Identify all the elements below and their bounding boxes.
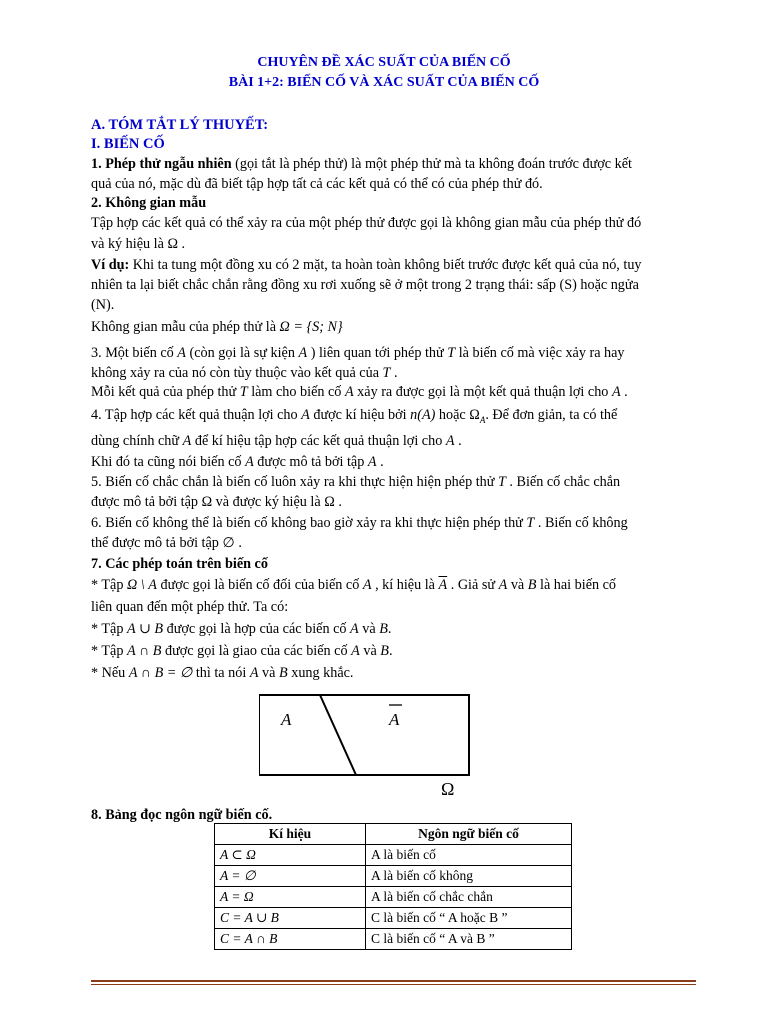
text: (còn gọi là sự kiện xyxy=(185,345,299,361)
paragraph-5-line-1 xyxy=(91,472,620,492)
math-t: T xyxy=(382,365,391,381)
diagram-label-a: A xyxy=(281,710,292,729)
text: được gọi là hợp của các biến cố xyxy=(163,621,351,637)
paragraph-1-line-2: quả của nó, mặc dù đã biết tập hợp tất cả các kết quả có thể có của phép thử đó. xyxy=(91,176,543,192)
text: . xyxy=(454,433,462,449)
math-a: A xyxy=(351,643,360,659)
paragraph-7-line-1 xyxy=(91,575,616,595)
document-title: CHUYÊN ĐỀ XÁC SUẤT CỦA BIẾN CỐ xyxy=(257,55,511,70)
heading-sample-space: 2. Không gian mẫu xyxy=(91,195,207,211)
sample-space-rectangle xyxy=(259,695,469,775)
text: * Tập xyxy=(91,643,127,659)
paragraph-3-line-3 xyxy=(91,382,628,402)
math-intersection: A ∩ B xyxy=(127,643,162,659)
heading-event-operations: 7. Các phép toán trên biến cố xyxy=(91,556,268,572)
paragraph-4-line-3 xyxy=(91,452,384,472)
paragraph-4-line-1 xyxy=(91,405,617,430)
table-cell-symbol: C = A ∩ B xyxy=(215,929,366,950)
text: * Tập xyxy=(91,577,127,593)
math-sample-space: Ω = {S; N} xyxy=(279,319,343,335)
table-row xyxy=(215,908,572,929)
math-a: A xyxy=(350,621,359,637)
text: . Biến cố chắc chắn xyxy=(505,474,621,490)
text: 5. Biến cố chắc chắn là biến cố luôn xảy ra khi thực hiện hiện phép thử xyxy=(91,474,498,490)
text: . xyxy=(177,236,186,252)
text: . Giả sử xyxy=(447,577,499,593)
paragraph-3-line-2 xyxy=(91,363,398,383)
diagram-label-omega: Ω xyxy=(441,779,455,799)
table-cell-meaning: A là biến cố chắc chắn xyxy=(366,887,572,908)
header-meaning: Ngôn ngữ biến cố xyxy=(366,824,572,845)
text: 6. Biến cố không thể là biến cố không bao giờ xảy ra khi thực hiện phép thử xyxy=(91,515,527,531)
text: 3. Một biến cố xyxy=(91,345,178,361)
paragraph-6-line-2 xyxy=(91,533,242,553)
math-t: T xyxy=(447,345,456,361)
text: làm cho biến cố xyxy=(247,384,345,400)
text: là hai biến cố xyxy=(536,577,617,593)
text: . xyxy=(334,494,342,510)
paragraph-2-line-1: Tập hợp các kết quả có thể xảy ra của một phép thử được gọi là không gian mẫu của phép thử đó xyxy=(91,215,642,231)
math-a: A xyxy=(362,577,372,593)
math-a: A xyxy=(445,433,455,449)
text: . xyxy=(390,365,398,381)
term-random-trial: 1. Phép thử ngẫu nhiên xyxy=(91,156,232,172)
text: ) liên quan tới phép thử xyxy=(307,345,448,361)
math-empty-set: ∅ xyxy=(222,535,235,551)
text: được gọi là biến cố đối của biến cố xyxy=(156,577,363,593)
text: . xyxy=(620,384,628,400)
text: và xyxy=(358,621,380,637)
text: . xyxy=(376,454,384,470)
text: được mô tả bởi tập xyxy=(253,454,368,470)
text: hoặc xyxy=(435,407,470,423)
paragraph-3-line-1 xyxy=(91,343,625,363)
math-disjoint: A ∩ B = ∅ xyxy=(128,665,193,681)
math-a: A xyxy=(245,454,254,470)
math-a: A xyxy=(344,384,354,400)
text: và xyxy=(359,643,381,659)
math-omega: Ω xyxy=(469,407,480,423)
math-subscript-a: A xyxy=(479,414,486,425)
math-a: A xyxy=(182,433,192,449)
diagram-label-a-bar: A xyxy=(389,710,400,729)
footer-divider-thick xyxy=(91,980,696,982)
text: Không gian mẫu của phép thử là xyxy=(91,319,280,335)
partition-line xyxy=(320,695,356,775)
text: * Nếu xyxy=(91,665,129,681)
example-line-4 xyxy=(91,317,343,337)
math-a: A xyxy=(367,454,377,470)
paragraph-7-intersection xyxy=(91,641,393,661)
text: được gọi là giao của các biến cố xyxy=(161,643,352,659)
text: . xyxy=(234,535,242,551)
text: được mô tả bởi tập xyxy=(91,494,202,510)
math-b: B xyxy=(379,621,388,637)
paragraph-2-line-2 xyxy=(91,234,185,254)
paragraph-1-line-1 xyxy=(91,154,632,174)
math-n-of-a: n(A) xyxy=(410,407,436,423)
text: và xyxy=(258,665,279,681)
table-row xyxy=(215,929,572,950)
math-a: A xyxy=(249,665,259,681)
paragraph-4-line-2 xyxy=(91,431,462,451)
text: , kí hiệu là xyxy=(371,577,439,593)
table-cell-meaning: A là biến cố xyxy=(366,845,572,866)
math-a: A xyxy=(498,577,508,593)
table-cell-meaning: A là biến cố không xyxy=(366,866,572,887)
text: thì ta nói xyxy=(192,665,250,681)
math-omega: Ω xyxy=(167,236,178,252)
paragraph-7-union xyxy=(91,619,391,639)
header-symbol: Kí hiệu xyxy=(215,824,366,845)
lesson-title: BÀI 1+2: BIẾN CỐ VÀ XÁC SUẤT CỦA BIẾN CỐ xyxy=(228,75,540,90)
math-t: T xyxy=(526,515,535,531)
example-line-3: (N). xyxy=(91,297,115,313)
math-complement-set: Ω \ A xyxy=(127,577,157,593)
text: không xảy ra của nó còn tùy thuộc vào kết quả của xyxy=(91,365,383,381)
table-header-row xyxy=(215,824,572,845)
example-line-1 xyxy=(91,255,642,275)
table-cell-symbol: A = Ω xyxy=(215,887,366,908)
math-a-bar: $\overline{A}$ xyxy=(438,577,448,593)
paragraph-7-mutually-exclusive xyxy=(91,663,353,683)
text: Mỗi kết quả của phép thử xyxy=(91,384,240,400)
text: . xyxy=(388,643,393,659)
text: (gọi tắt là phép thử) là một phép thử mà ta không đoán trước được kết xyxy=(231,156,632,172)
paragraph-7-line-2: liên quan đến một phép thử. Ta có: xyxy=(91,599,289,615)
table-row xyxy=(215,887,572,908)
text: * Tập xyxy=(91,621,127,637)
text: và được ký hiệu là xyxy=(212,494,325,510)
table-cell-symbol: A ⊂ Ω xyxy=(215,845,366,866)
text: 4. Tập hợp các kết quả thuận lợi cho xyxy=(91,407,302,423)
table-row xyxy=(215,845,572,866)
text: và xyxy=(507,577,528,593)
math-omega: Ω xyxy=(324,494,335,510)
table-cell-symbol: C = A ∪ B xyxy=(215,908,366,929)
math-t: T xyxy=(239,384,248,400)
table-row xyxy=(215,866,572,887)
footer-divider-thin xyxy=(91,984,696,985)
paragraph-6-line-1 xyxy=(91,513,628,533)
math-b: B xyxy=(527,577,537,593)
text: được kí hiệu bởi xyxy=(309,407,411,423)
math-a: A xyxy=(298,345,308,361)
complement-diagram xyxy=(259,690,479,800)
text: . Biến cố không xyxy=(534,515,628,531)
example-label: Ví dụ: xyxy=(91,257,130,273)
section-a-heading: A. TÓM TẮT LÝ THUYẾT: xyxy=(91,117,269,133)
text: để kí hiệu tập hợp các kết quả thuận lợi cho xyxy=(191,433,446,449)
text: Khi ta tung một đồng xu có 2 mặt, ta hoàn toàn không biết trước được kết quả của nó, tuy xyxy=(129,257,642,273)
text: Khi đó ta cũng nói biến cố xyxy=(91,454,246,470)
section-i-heading: I. BIẾN CỐ xyxy=(91,136,165,152)
text: là biến cố mà việc xảy ra hay xyxy=(455,345,625,361)
text: . Để đơn giản, ta có thể xyxy=(485,407,618,423)
math-b: B xyxy=(380,643,389,659)
math-a: A xyxy=(301,407,310,423)
text: thể được mô tả bởi tập xyxy=(91,535,223,551)
math-union: A ∪ B xyxy=(127,621,164,637)
text: . xyxy=(387,621,392,637)
text: dùng chính chữ xyxy=(91,433,183,449)
text: xung khắc. xyxy=(287,665,354,681)
math-omega: Ω xyxy=(201,494,213,510)
math-b: B xyxy=(279,665,288,681)
event-language-table xyxy=(214,823,572,950)
table-cell-meaning: C là biến cố “ A hoặc B ” xyxy=(366,908,572,929)
paragraph-5-line-2 xyxy=(91,492,342,512)
math-a: A xyxy=(611,384,621,400)
text: và ký hiệu là xyxy=(91,236,168,252)
math-a: A xyxy=(177,345,186,361)
text: xảy ra được gọi là một kết quả thuận lợi cho xyxy=(353,384,612,400)
heading-event-language-table: 8. Bảng đọc ngôn ngữ biến cố. xyxy=(91,807,273,823)
example-line-2: nhiên ta lại biết chắc chắn rằng đồng xu rơi xuống sẽ ở một trong 2 trạng thái: sấp (S) hoặc ngửa xyxy=(91,277,639,293)
table-cell-symbol: A = ∅ xyxy=(215,866,366,887)
math-t: T xyxy=(497,474,506,490)
table-cell-meaning: C là biến cố “ A và B ” xyxy=(366,929,572,950)
